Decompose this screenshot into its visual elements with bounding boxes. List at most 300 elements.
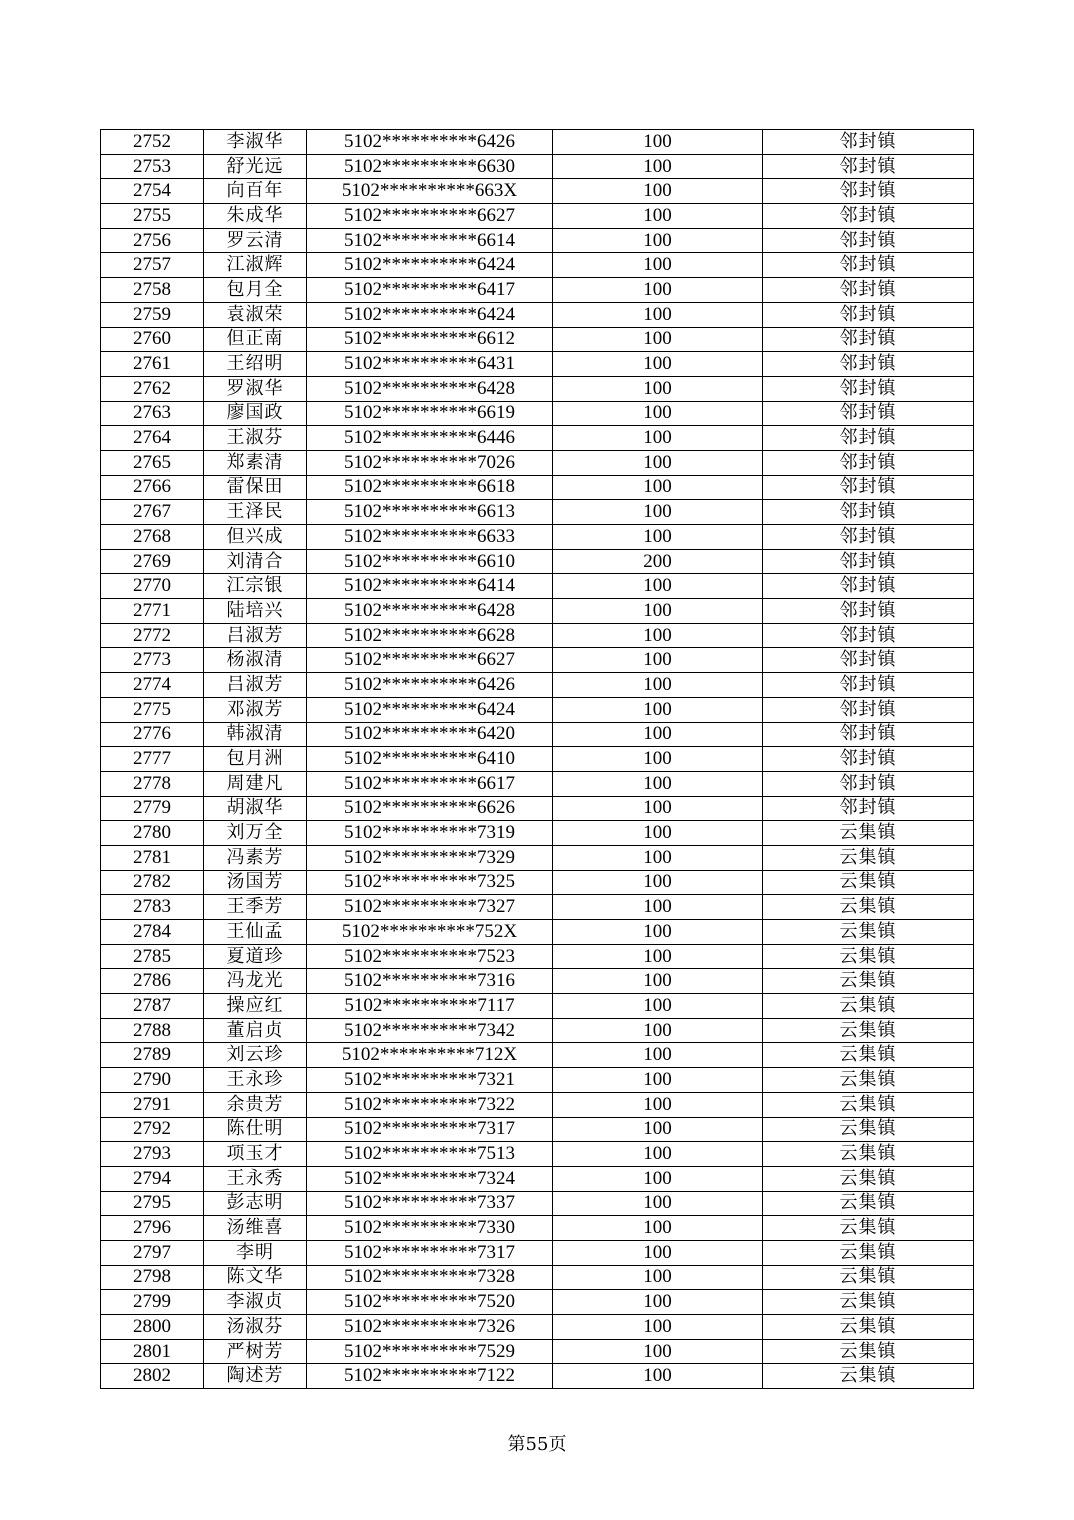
table-row (101, 1315, 974, 1340)
table-row (101, 278, 974, 303)
name-cell: 夏道珍 (204, 944, 307, 969)
town-cell: 云集镇 (763, 994, 974, 1019)
name-cell: 刘云珍 (204, 1043, 307, 1068)
seq-cell: 2755 (101, 204, 204, 229)
seq-cell: 2768 (101, 525, 204, 550)
town-cell: 云集镇 (763, 1166, 974, 1191)
town-cell: 邻封镇 (763, 648, 974, 673)
name-cell: 王季芳 (204, 895, 307, 920)
town-cell: 邻封镇 (763, 673, 974, 698)
name-cell: 刘万全 (204, 821, 307, 846)
table-row (101, 130, 974, 155)
town-cell: 邻封镇 (763, 204, 974, 229)
subsidy-table (100, 129, 974, 1389)
amount-cell: 100 (553, 376, 763, 401)
table-row (101, 525, 974, 550)
amount-cell: 100 (553, 673, 763, 698)
seq-cell: 2753 (101, 154, 204, 179)
name-cell: 胡淑华 (204, 796, 307, 821)
table-row (101, 821, 974, 846)
seq-cell: 2781 (101, 845, 204, 870)
amount-cell: 100 (553, 574, 763, 599)
seq-cell: 2790 (101, 1068, 204, 1093)
id-number-cell: 5102**********7529 (307, 1339, 553, 1364)
name-cell: 汤国芳 (204, 870, 307, 895)
seq-cell: 2756 (101, 228, 204, 253)
id-number-cell: 5102**********6619 (307, 401, 553, 426)
amount-cell: 100 (553, 1315, 763, 1340)
id-number-cell: 5102**********7026 (307, 450, 553, 475)
id-number-cell: 5102**********7319 (307, 821, 553, 846)
town-cell: 云集镇 (763, 1142, 974, 1167)
amount-cell: 100 (553, 994, 763, 1019)
table-row (101, 1191, 974, 1216)
id-number-cell: 5102**********7326 (307, 1315, 553, 1340)
seq-cell: 2787 (101, 994, 204, 1019)
town-cell: 邻封镇 (763, 796, 974, 821)
name-cell: 王泽民 (204, 500, 307, 525)
name-cell: 包月洲 (204, 747, 307, 772)
town-cell: 云集镇 (763, 1018, 974, 1043)
seq-cell: 2788 (101, 1018, 204, 1043)
seq-cell: 2802 (101, 1364, 204, 1389)
table-body (101, 130, 974, 1389)
table-row (101, 1216, 974, 1241)
town-cell: 云集镇 (763, 1364, 974, 1389)
amount-cell: 100 (553, 154, 763, 179)
id-number-cell: 5102**********7523 (307, 944, 553, 969)
amount-cell: 100 (553, 845, 763, 870)
id-number-cell: 5102**********7317 (307, 1117, 553, 1142)
id-number-cell: 5102**********6627 (307, 204, 553, 229)
town-cell: 邻封镇 (763, 599, 974, 624)
id-number-cell: 5102**********752X (307, 920, 553, 945)
seq-cell: 2785 (101, 944, 204, 969)
name-cell: 汤淑芬 (204, 1315, 307, 1340)
name-cell: 包月全 (204, 278, 307, 303)
amount-cell: 100 (553, 771, 763, 796)
table-row (101, 1092, 974, 1117)
seq-cell: 2765 (101, 450, 204, 475)
name-cell: 周建凡 (204, 771, 307, 796)
table-row (101, 1142, 974, 1167)
name-cell: 王永秀 (204, 1166, 307, 1191)
id-number-cell: 5102**********7317 (307, 1240, 553, 1265)
id-number-cell: 5102**********6610 (307, 549, 553, 574)
seq-cell: 2773 (101, 648, 204, 673)
name-cell: 袁淑荣 (204, 302, 307, 327)
seq-cell: 2757 (101, 253, 204, 278)
town-cell: 云集镇 (763, 1068, 974, 1093)
amount-cell: 100 (553, 1240, 763, 1265)
seq-cell: 2772 (101, 623, 204, 648)
id-number-cell: 5102**********7324 (307, 1166, 553, 1191)
id-number-cell: 5102**********6414 (307, 574, 553, 599)
table-row (101, 870, 974, 895)
amount-cell: 100 (553, 1339, 763, 1364)
town-cell: 邻封镇 (763, 302, 974, 327)
table-row (101, 895, 974, 920)
amount-cell: 100 (553, 1018, 763, 1043)
table-row (101, 327, 974, 352)
name-cell: 郑素清 (204, 450, 307, 475)
amount-cell: 100 (553, 1191, 763, 1216)
amount-cell: 100 (553, 821, 763, 846)
seq-cell: 2761 (101, 352, 204, 377)
seq-cell: 2791 (101, 1092, 204, 1117)
town-cell: 云集镇 (763, 920, 974, 945)
town-cell: 邻封镇 (763, 401, 974, 426)
id-number-cell: 5102**********7117 (307, 994, 553, 1019)
amount-cell: 100 (553, 599, 763, 624)
town-cell: 云集镇 (763, 1117, 974, 1142)
name-cell: 吕淑芳 (204, 623, 307, 648)
town-cell: 邻封镇 (763, 500, 974, 525)
seq-cell: 2770 (101, 574, 204, 599)
amount-cell: 100 (553, 1043, 763, 1068)
name-cell: 罗云清 (204, 228, 307, 253)
name-cell: 陆培兴 (204, 599, 307, 624)
town-cell: 云集镇 (763, 895, 974, 920)
town-cell: 云集镇 (763, 845, 974, 870)
seq-cell: 2758 (101, 278, 204, 303)
id-number-cell: 5102**********7337 (307, 1191, 553, 1216)
table-row (101, 228, 974, 253)
town-cell: 邻封镇 (763, 623, 974, 648)
amount-cell: 100 (553, 302, 763, 327)
name-cell: 王永珍 (204, 1068, 307, 1093)
town-cell: 云集镇 (763, 1315, 974, 1340)
name-cell: 陶述芳 (204, 1364, 307, 1389)
amount-cell: 100 (553, 253, 763, 278)
town-cell: 邻封镇 (763, 179, 974, 204)
seq-cell: 2792 (101, 1117, 204, 1142)
name-cell: 邓淑芳 (204, 697, 307, 722)
name-cell: 廖国政 (204, 401, 307, 426)
amount-cell: 100 (553, 1290, 763, 1315)
name-cell: 李明 (204, 1240, 307, 1265)
amount-cell: 100 (553, 623, 763, 648)
amount-cell: 100 (553, 228, 763, 253)
town-cell: 邻封镇 (763, 327, 974, 352)
seq-cell: 2764 (101, 426, 204, 451)
town-cell: 邻封镇 (763, 253, 974, 278)
name-cell: 吕淑芳 (204, 673, 307, 698)
table-row (101, 401, 974, 426)
name-cell: 江宗银 (204, 574, 307, 599)
seq-cell: 2759 (101, 302, 204, 327)
name-cell: 王绍明 (204, 352, 307, 377)
seq-cell: 2782 (101, 870, 204, 895)
town-cell: 云集镇 (763, 969, 974, 994)
seq-cell: 2777 (101, 747, 204, 772)
amount-cell: 100 (553, 920, 763, 945)
name-cell: 雷保田 (204, 475, 307, 500)
town-cell: 邻封镇 (763, 771, 974, 796)
town-cell: 云集镇 (763, 944, 974, 969)
name-cell: 冯素芳 (204, 845, 307, 870)
table-row (101, 154, 974, 179)
name-cell: 彭志明 (204, 1191, 307, 1216)
town-cell: 邻封镇 (763, 154, 974, 179)
page-number: 第55页 (507, 1434, 567, 1455)
table-row (101, 302, 974, 327)
name-cell: 余贵芳 (204, 1092, 307, 1117)
town-cell: 云集镇 (763, 1339, 974, 1364)
amount-cell: 100 (553, 204, 763, 229)
table-row (101, 253, 974, 278)
table-row (101, 450, 974, 475)
amount-cell: 100 (553, 327, 763, 352)
seq-cell: 2801 (101, 1339, 204, 1364)
name-cell: 刘清合 (204, 549, 307, 574)
id-number-cell: 5102**********7322 (307, 1092, 553, 1117)
id-number-cell: 5102**********6626 (307, 796, 553, 821)
table-row (101, 475, 974, 500)
table-row (101, 1166, 974, 1191)
table-row (101, 697, 974, 722)
amount-cell: 100 (553, 1216, 763, 1241)
seq-cell: 2754 (101, 179, 204, 204)
amount-cell: 100 (553, 1142, 763, 1167)
id-number-cell: 5102**********7325 (307, 870, 553, 895)
town-cell: 云集镇 (763, 821, 974, 846)
town-cell: 邻封镇 (763, 278, 974, 303)
amount-cell: 100 (553, 1364, 763, 1389)
seq-cell: 2760 (101, 327, 204, 352)
name-cell: 但正南 (204, 327, 307, 352)
amount-cell: 100 (553, 130, 763, 155)
name-cell: 汤维喜 (204, 1216, 307, 1241)
table-row (101, 1043, 974, 1068)
seq-cell: 2783 (101, 895, 204, 920)
seq-cell: 2775 (101, 697, 204, 722)
amount-cell: 100 (553, 401, 763, 426)
table-row (101, 845, 974, 870)
table-row (101, 599, 974, 624)
id-number-cell: 5102**********6614 (307, 228, 553, 253)
amount-cell: 100 (553, 352, 763, 377)
seq-cell: 2763 (101, 401, 204, 426)
table-row (101, 204, 974, 229)
id-number-cell: 5102**********712X (307, 1043, 553, 1068)
amount-cell: 100 (553, 1068, 763, 1093)
seq-cell: 2769 (101, 549, 204, 574)
name-cell: 韩淑清 (204, 722, 307, 747)
table-row (101, 1240, 974, 1265)
table-row (101, 1265, 974, 1290)
seq-cell: 2786 (101, 969, 204, 994)
name-cell: 舒光远 (204, 154, 307, 179)
town-cell: 邻封镇 (763, 722, 974, 747)
amount-cell: 100 (553, 500, 763, 525)
town-cell: 邻封镇 (763, 352, 974, 377)
town-cell: 邻封镇 (763, 130, 974, 155)
amount-cell: 100 (553, 895, 763, 920)
amount-cell: 200 (553, 549, 763, 574)
id-number-cell: 5102**********6410 (307, 747, 553, 772)
amount-cell: 100 (553, 450, 763, 475)
id-number-cell: 5102**********6417 (307, 278, 553, 303)
id-number-cell: 5102**********6428 (307, 376, 553, 401)
seq-cell: 2795 (101, 1191, 204, 1216)
town-cell: 云集镇 (763, 1240, 974, 1265)
amount-cell: 100 (553, 426, 763, 451)
id-number-cell: 5102**********7122 (307, 1364, 553, 1389)
amount-cell: 100 (553, 278, 763, 303)
name-cell: 冯龙光 (204, 969, 307, 994)
town-cell: 邻封镇 (763, 228, 974, 253)
name-cell: 李淑贞 (204, 1290, 307, 1315)
town-cell: 邻封镇 (763, 747, 974, 772)
town-cell: 云集镇 (763, 870, 974, 895)
table-row (101, 722, 974, 747)
id-number-cell: 5102**********7327 (307, 895, 553, 920)
table-row (101, 1339, 974, 1364)
id-number-cell: 5102**********6627 (307, 648, 553, 673)
id-number-cell: 5102**********6628 (307, 623, 553, 648)
table-row (101, 673, 974, 698)
table-row (101, 994, 974, 1019)
seq-cell: 2796 (101, 1216, 204, 1241)
town-cell: 邻封镇 (763, 549, 974, 574)
town-cell: 邻封镇 (763, 426, 974, 451)
name-cell: 严树芳 (204, 1339, 307, 1364)
seq-cell: 2797 (101, 1240, 204, 1265)
id-number-cell: 5102**********7520 (307, 1290, 553, 1315)
amount-cell: 100 (553, 525, 763, 550)
town-cell: 云集镇 (763, 1290, 974, 1315)
name-cell: 陈文华 (204, 1265, 307, 1290)
seq-cell: 2784 (101, 920, 204, 945)
id-number-cell: 5102**********7316 (307, 969, 553, 994)
seq-cell: 2780 (101, 821, 204, 846)
name-cell: 但兴成 (204, 525, 307, 550)
id-number-cell: 5102**********663X (307, 179, 553, 204)
table-row (101, 1018, 974, 1043)
id-number-cell: 5102**********7321 (307, 1068, 553, 1093)
amount-cell: 100 (553, 475, 763, 500)
table-row (101, 352, 974, 377)
table-row (101, 1068, 974, 1093)
table-row (101, 1364, 974, 1389)
id-number-cell: 5102**********6618 (307, 475, 553, 500)
seq-cell: 2794 (101, 1166, 204, 1191)
town-cell: 邻封镇 (763, 697, 974, 722)
table-row (101, 426, 974, 451)
table-row (101, 796, 974, 821)
table-row (101, 771, 974, 796)
table-row (101, 376, 974, 401)
amount-cell: 100 (553, 870, 763, 895)
seq-cell: 2800 (101, 1315, 204, 1340)
town-cell: 邻封镇 (763, 475, 974, 500)
table-row (101, 549, 974, 574)
seq-cell: 2779 (101, 796, 204, 821)
table-row (101, 648, 974, 673)
amount-cell: 100 (553, 944, 763, 969)
seq-cell: 2767 (101, 500, 204, 525)
id-number-cell: 5102**********6446 (307, 426, 553, 451)
amount-cell: 100 (553, 179, 763, 204)
name-cell: 董启贞 (204, 1018, 307, 1043)
name-cell: 江淑辉 (204, 253, 307, 278)
amount-cell: 100 (553, 969, 763, 994)
id-number-cell: 5102**********6424 (307, 253, 553, 278)
town-cell: 邻封镇 (763, 376, 974, 401)
name-cell: 王淑芬 (204, 426, 307, 451)
id-number-cell: 5102**********6428 (307, 599, 553, 624)
table-row (101, 179, 974, 204)
town-cell: 邻封镇 (763, 574, 974, 599)
id-number-cell: 5102**********6613 (307, 500, 553, 525)
seq-cell: 2778 (101, 771, 204, 796)
table-row (101, 1117, 974, 1142)
town-cell: 云集镇 (763, 1043, 974, 1068)
id-number-cell: 5102**********6426 (307, 673, 553, 698)
name-cell: 罗淑华 (204, 376, 307, 401)
id-number-cell: 5102**********6431 (307, 352, 553, 377)
amount-cell: 100 (553, 1166, 763, 1191)
seq-cell: 2776 (101, 722, 204, 747)
amount-cell: 100 (553, 1265, 763, 1290)
name-cell: 朱成华 (204, 204, 307, 229)
town-cell: 云集镇 (763, 1191, 974, 1216)
seq-cell: 2771 (101, 599, 204, 624)
table-row (101, 969, 974, 994)
name-cell: 项玉才 (204, 1142, 307, 1167)
amount-cell: 100 (553, 1117, 763, 1142)
seq-cell: 2789 (101, 1043, 204, 1068)
id-number-cell: 5102**********7329 (307, 845, 553, 870)
table-row (101, 944, 974, 969)
town-cell: 邻封镇 (763, 525, 974, 550)
amount-cell: 100 (553, 1092, 763, 1117)
seq-cell: 2766 (101, 475, 204, 500)
name-cell: 陈仕明 (204, 1117, 307, 1142)
id-number-cell: 5102**********6426 (307, 130, 553, 155)
id-number-cell: 5102**********6633 (307, 525, 553, 550)
seq-cell: 2799 (101, 1290, 204, 1315)
table-row (101, 747, 974, 772)
town-cell: 云集镇 (763, 1265, 974, 1290)
name-cell: 杨淑清 (204, 648, 307, 673)
table-row (101, 920, 974, 945)
table-row (101, 574, 974, 599)
amount-cell: 100 (553, 697, 763, 722)
id-number-cell: 5102**********6617 (307, 771, 553, 796)
seq-cell: 2762 (101, 376, 204, 401)
name-cell: 王仙孟 (204, 920, 307, 945)
seq-cell: 2793 (101, 1142, 204, 1167)
name-cell: 李淑华 (204, 130, 307, 155)
seq-cell: 2752 (101, 130, 204, 155)
town-cell: 云集镇 (763, 1092, 974, 1117)
town-cell: 邻封镇 (763, 450, 974, 475)
id-number-cell: 5102**********7342 (307, 1018, 553, 1043)
id-number-cell: 5102**********6630 (307, 154, 553, 179)
id-number-cell: 5102**********7328 (307, 1265, 553, 1290)
name-cell: 操应红 (204, 994, 307, 1019)
amount-cell: 100 (553, 722, 763, 747)
id-number-cell: 5102**********6612 (307, 327, 553, 352)
table-row (101, 500, 974, 525)
amount-cell: 100 (553, 648, 763, 673)
seq-cell: 2774 (101, 673, 204, 698)
id-number-cell: 5102**********6420 (307, 722, 553, 747)
id-number-cell: 5102**********7330 (307, 1216, 553, 1241)
seq-cell: 2798 (101, 1265, 204, 1290)
